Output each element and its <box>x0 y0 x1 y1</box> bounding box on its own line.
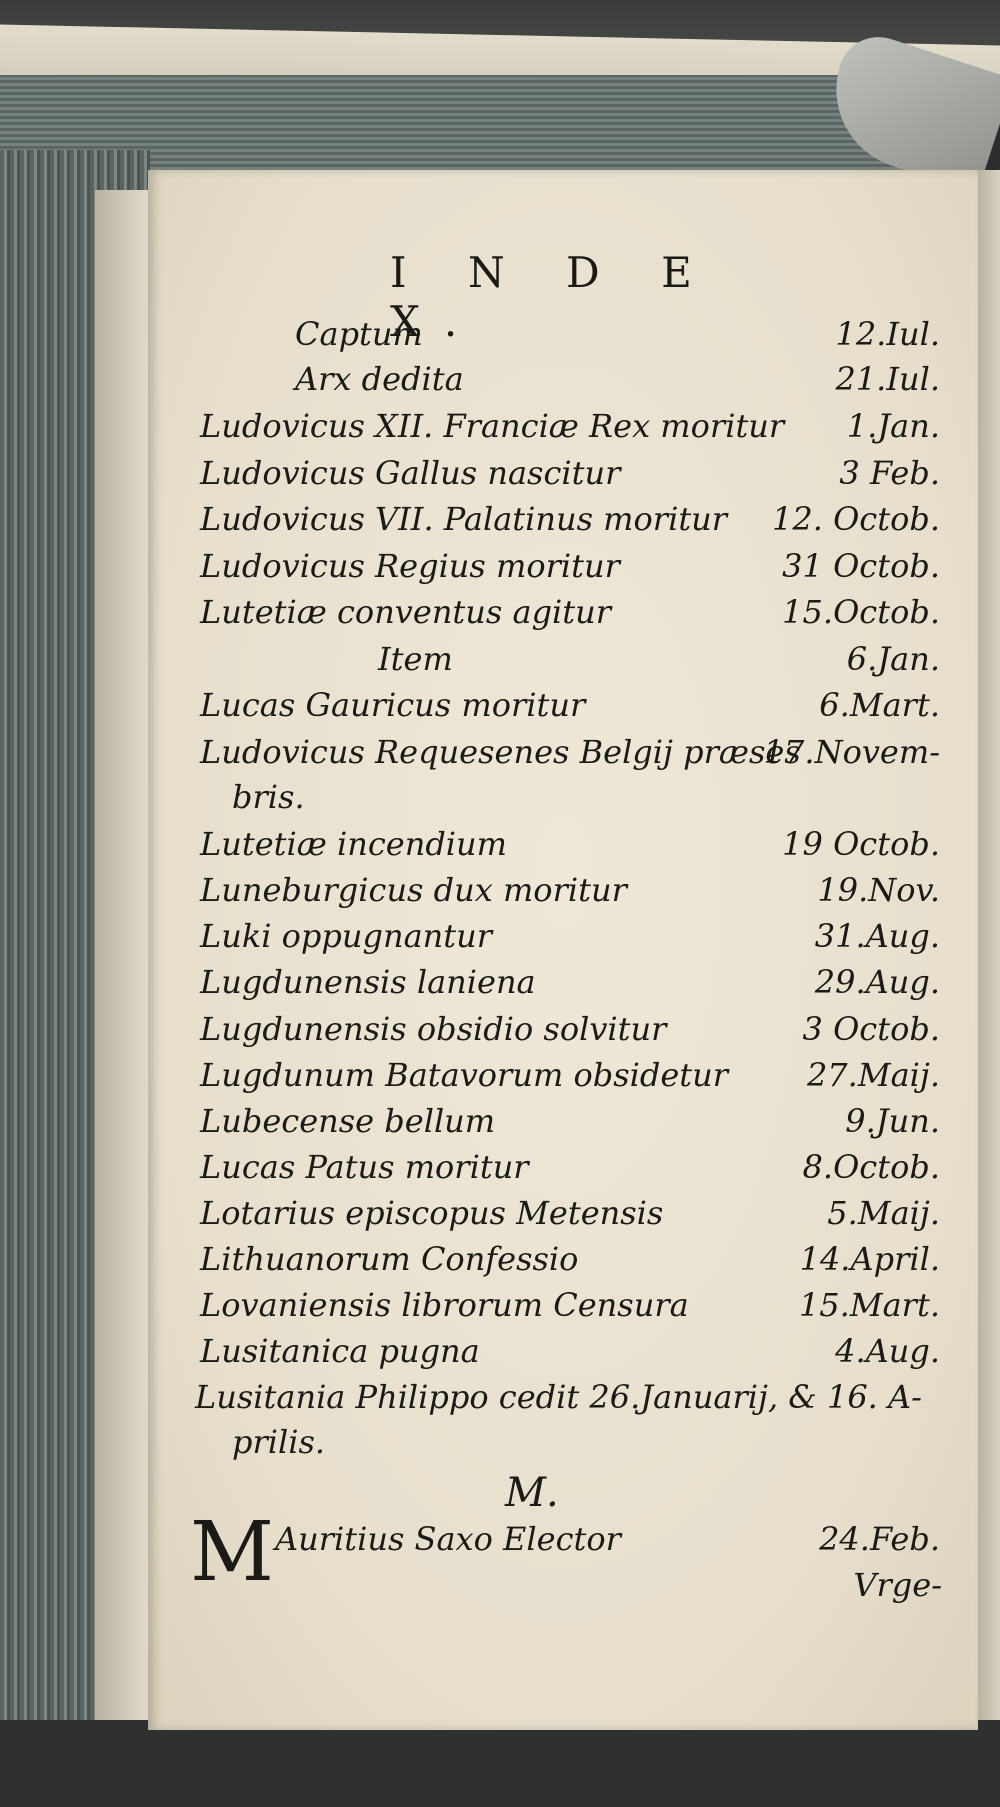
index-entry-date: 31.Aug. <box>814 917 940 955</box>
index-entry-date: 19 Octob. <box>782 825 940 863</box>
index-entry-text: Lutetiæ incendium <box>200 825 507 863</box>
index-entry-text: Lugdunum Batavorum obsidetur <box>200 1056 729 1094</box>
index-entry-date: 24.Feb. <box>819 1520 940 1558</box>
index-entry-date: 19.Nov. <box>817 871 940 909</box>
index-entry-date: 29.Aug. <box>814 963 940 1001</box>
index-entry-date: 12. Octob. <box>772 500 940 538</box>
index-entry-text: Lovaniensis librorum Censura <box>200 1286 689 1324</box>
index-entry-text: Lusitanica pugna <box>200 1332 480 1370</box>
index-entry-text: Ludovicus Gallus nascitur <box>200 454 621 492</box>
index-entry-date: 9.Jun. <box>845 1102 940 1140</box>
page-title: I N D E X. <box>390 248 716 346</box>
index-entry-date: 12.Iul. <box>835 315 940 353</box>
index-entry-text: Ludovicus Regius moritur <box>200 547 620 585</box>
index-entry-date: 8.Octob. <box>802 1148 940 1186</box>
facing-page-edge <box>975 170 1000 1740</box>
index-entry-date: 31 Octob. <box>782 547 940 585</box>
index-entry-date: 15.Octob. <box>782 593 940 631</box>
index-entry-date: 3 Feb. <box>839 454 940 492</box>
index-entry-date: 6.Mart. <box>819 686 940 724</box>
index-entry-text: Lithuanorum Confessio <box>200 1240 579 1278</box>
index-entry-text: Arx dedita <box>295 360 464 398</box>
index-entry-text: Luki oppugnantur <box>200 917 493 955</box>
index-entry-date: 15.Mart. <box>798 1286 940 1324</box>
index-entry-text: Lugdunensis laniena <box>200 963 536 1001</box>
section-heading: M. <box>505 1470 559 1516</box>
index-entry-date: 27.Maij. <box>806 1056 940 1094</box>
index-entry-text: Lubecense bellum <box>200 1102 496 1140</box>
photo-background-bottom <box>0 1720 1000 1807</box>
index-entry-text: Ludovicus VII. Palatinus moritur <box>200 500 728 538</box>
index-entry-text: Ludovicus Requesenes Belgij præses <box>200 733 801 771</box>
index-entry-date: 5.Maij. <box>827 1194 940 1232</box>
index-entry-date: 3 Octob. <box>802 1010 940 1048</box>
index-entry-date: 14.April. <box>799 1240 940 1278</box>
index-entry-text: Ludovicus XII. Franciæ Rex moritur <box>200 407 785 445</box>
index-entry-text: Lucas Gauricus moritur <box>200 686 586 724</box>
catchword: Vrge- <box>853 1566 942 1604</box>
index-entry-text: prilis. <box>232 1423 326 1461</box>
index-entry-date: 21.Iul. <box>835 360 940 398</box>
initial-letter: M <box>190 1505 274 1600</box>
index-entry-text: Luneburgicus dux moritur <box>200 871 627 909</box>
index-entry-text: Lusitania Philippo cedit 26.Januarij, & 16. A- <box>195 1378 922 1416</box>
index-entry-text: Lutetiæ conventus agitur <box>200 593 612 631</box>
index-entry-date: 4.Aug. <box>835 1332 940 1370</box>
index-entry-text: Item <box>378 640 453 678</box>
index-entry-text: Auritius Saxo Elector <box>275 1520 621 1558</box>
index-entry-text: Captum <box>295 315 423 353</box>
index-entry-text: bris. <box>232 778 305 816</box>
page-fold-left <box>95 190 155 1730</box>
index-entry-text: Lotarius episcopus Metensis <box>200 1194 664 1232</box>
index-entry-text: Lucas Patus moritur <box>200 1148 529 1186</box>
index-entry-date: 1.Jan. <box>846 407 940 445</box>
index-entry-date: 6.Jan. <box>846 640 940 678</box>
index-entry-text: Lugdunensis obsidio solvitur <box>200 1010 667 1048</box>
index-entry-date: 17.Novem- <box>763 733 940 771</box>
